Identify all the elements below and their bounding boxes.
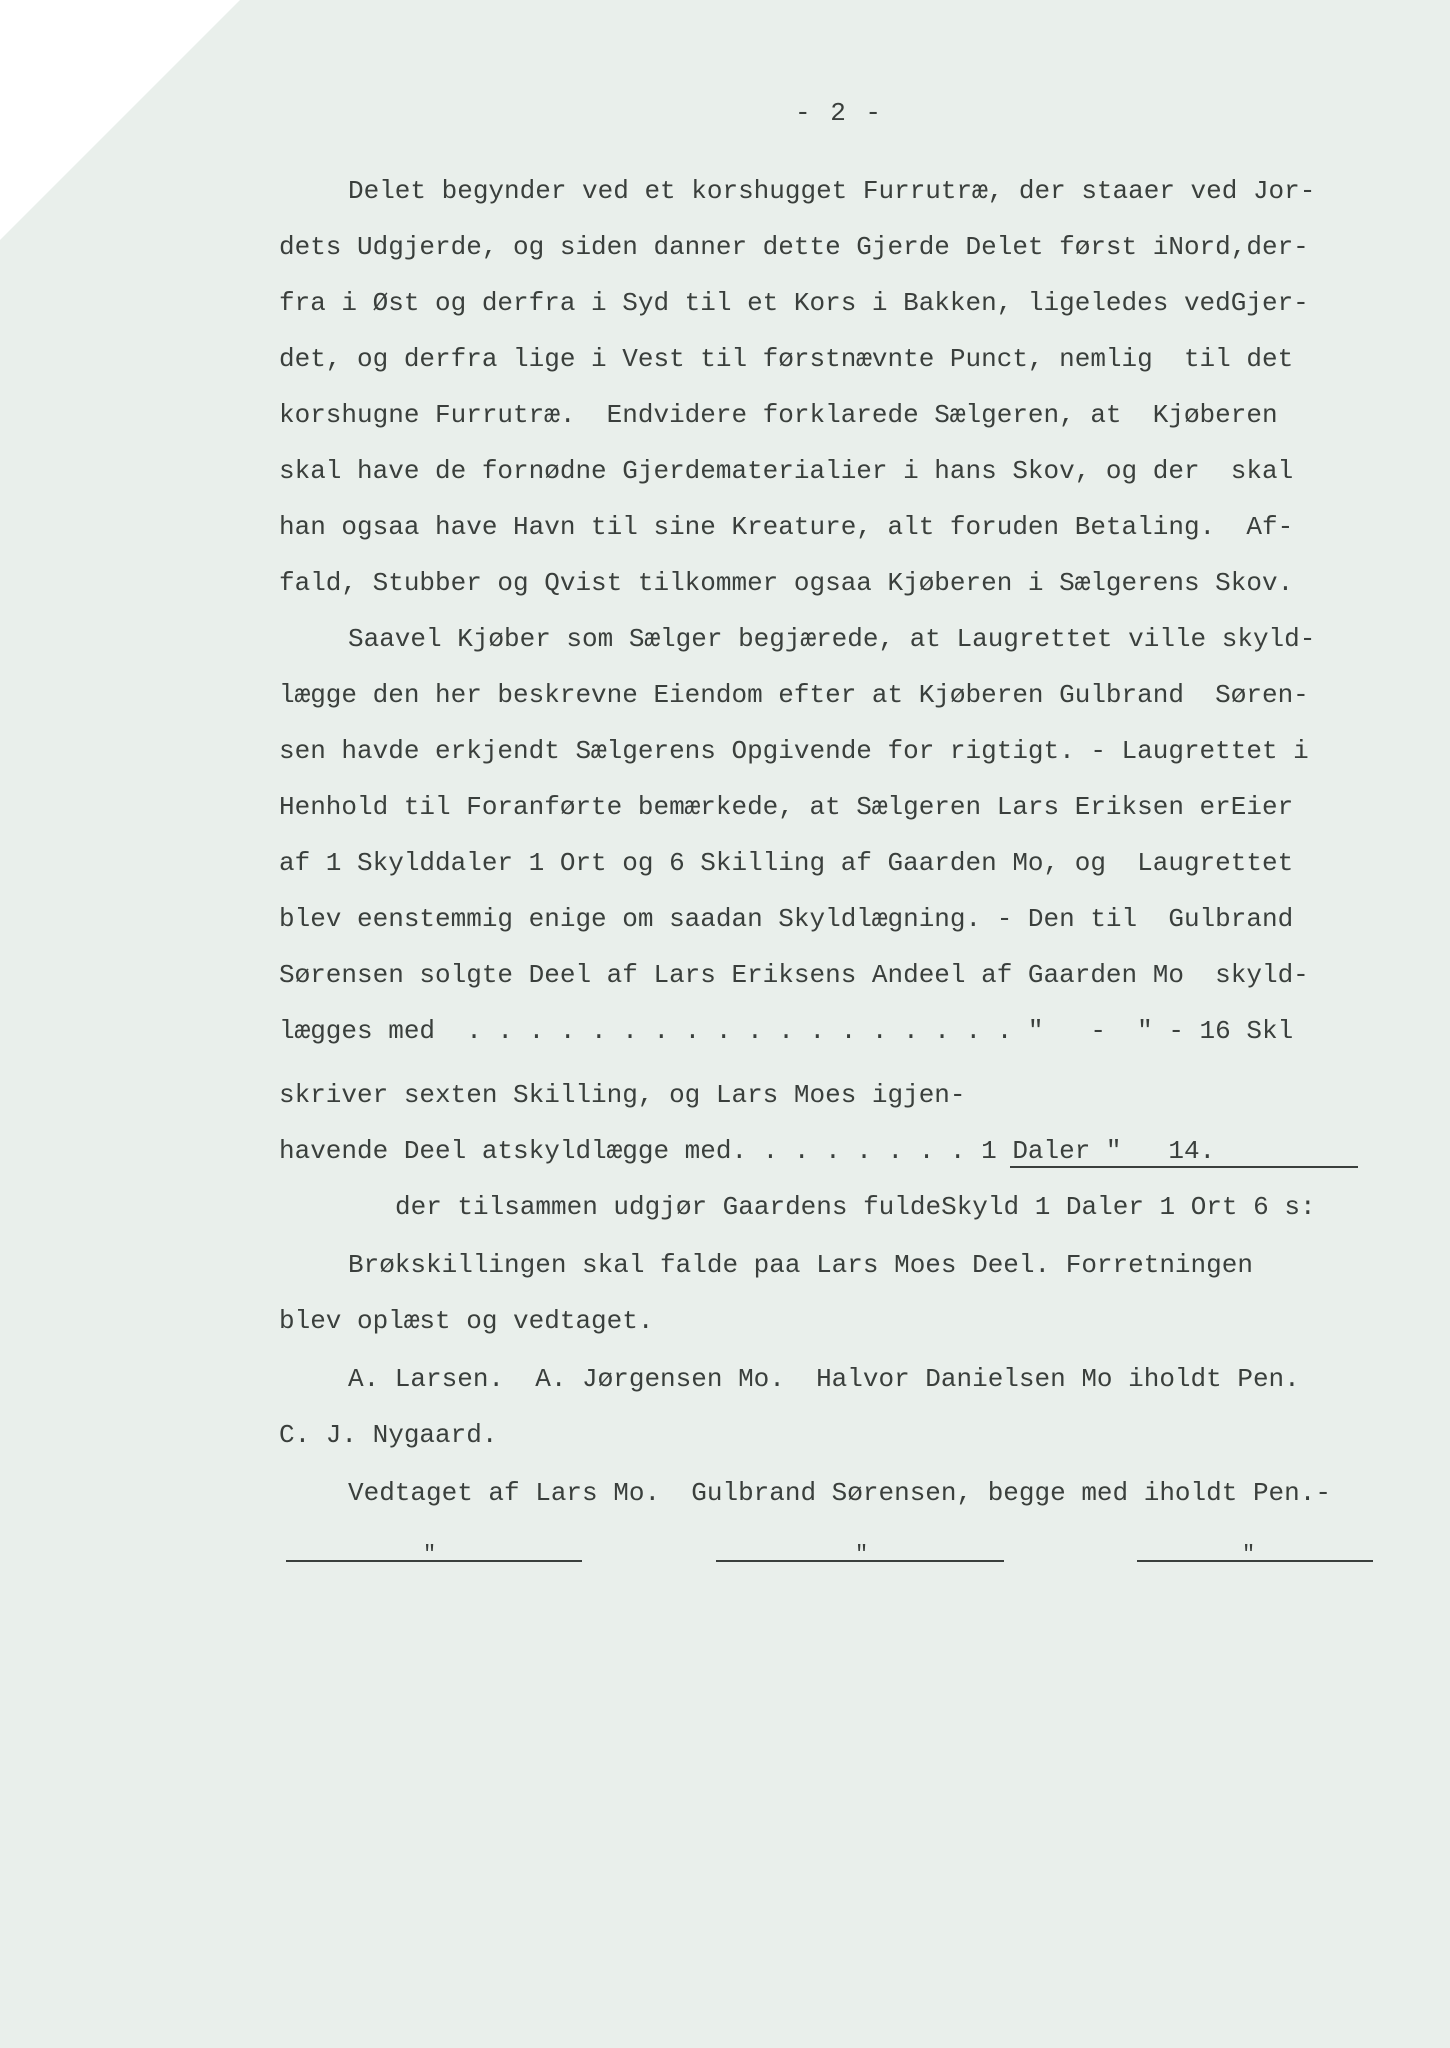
text-line-1: Delet begynder ved et korshugget Furrutræ, der staaer ved Jor- [348,176,1316,206]
text-line-19: der tilsammen udgjør Gaardens fuldeSkyld 1 Daler 1 Ort 6 s: [395,1192,1316,1222]
text-line-8: fald, Stubber og Qvist tilkommer ogsaa Kjøberen i Sælgerens Skov. [279,568,1294,598]
text-line-20: Brøkskillingen skal falde paa Lars Moes Deel. Forretningen [348,1250,1253,1280]
text-line-4: det, og derfra lige i Vest til førstnævnte Punct, nemlig til det [279,344,1294,374]
text-line-11: sen havde erkjendt Sælgerens Opgivende for rigtigt. - Laugrettet i [279,736,1309,766]
text-line-7: han ogsaa have Havn til sine Kreature, alt foruden Betaling. Af- [279,512,1294,542]
text-line-15: Sørensen solgte Deel af Lars Eriksens Andeel af Gaarden Mo skyld- [279,960,1309,990]
sum-underline [1010,1166,1358,1168]
page-number: - 2 - [795,98,884,128]
text-line-6: skal have de fornødne Gjerdematerialier i hans Skov, og der skal [279,456,1294,486]
text-line-13: af 1 Skylddaler 1 Ort og 6 Skilling af Gaarden Mo, og Laugrettet [279,848,1294,878]
text-line-24: Vedtaget af Lars Mo. Gulbrand Sørensen, begge med iholdt Pen.- [348,1478,1331,1508]
text-line-2: dets Udgjerde, og siden danner dette Gjerde Delet først iNord,der- [279,232,1309,262]
text-line-9: Saavel Kjøber som Sælger begjærede, at Laugrettet ville skyld- [348,624,1316,654]
text-line-23: C. J. Nygaard. [279,1420,498,1450]
text-line-10: lægge den her beskrevne Eiendom efter at Kjøberen Gulbrand Søren- [279,680,1309,710]
signature-ditto-2: " [855,1542,869,1567]
text-line-21: blev oplæst og vedtaget. [279,1306,654,1336]
text-line-5: korshugne Furrutræ. Endvidere forklarede Sælgeren, at Kjøberen [279,400,1278,430]
text-line-16: lægges med . . . . . . . . . . . . . . . . . . " - " - 16 Skl [279,1016,1294,1046]
text-line-18: havende Deel atskyldlægge med. . . . . . . . 1 Daler " 14. [279,1136,1216,1166]
text-line-22: A. Larsen. A. Jørgensen Mo. Halvor Danielsen Mo iholdt Pen. [348,1364,1300,1394]
signature-ditto-1: " [423,1542,437,1567]
text-line-12: Henhold til Foranførte bemærkede, at Sælgeren Lars Eriksen erEier [279,792,1294,822]
text-line-3: fra i Øst og derfra i Syd til et Kors i Bakken, ligeledes vedGjer- [279,288,1309,318]
folded-corner [0,0,240,240]
signature-ditto-3: " [1242,1542,1256,1567]
text-line-14: blev eenstemmig enige om saadan Skyldlægning. - Den til Gulbrand [279,904,1294,934]
text-line-17: skriver sexten Skilling, og Lars Moes igjen- [279,1080,966,1110]
